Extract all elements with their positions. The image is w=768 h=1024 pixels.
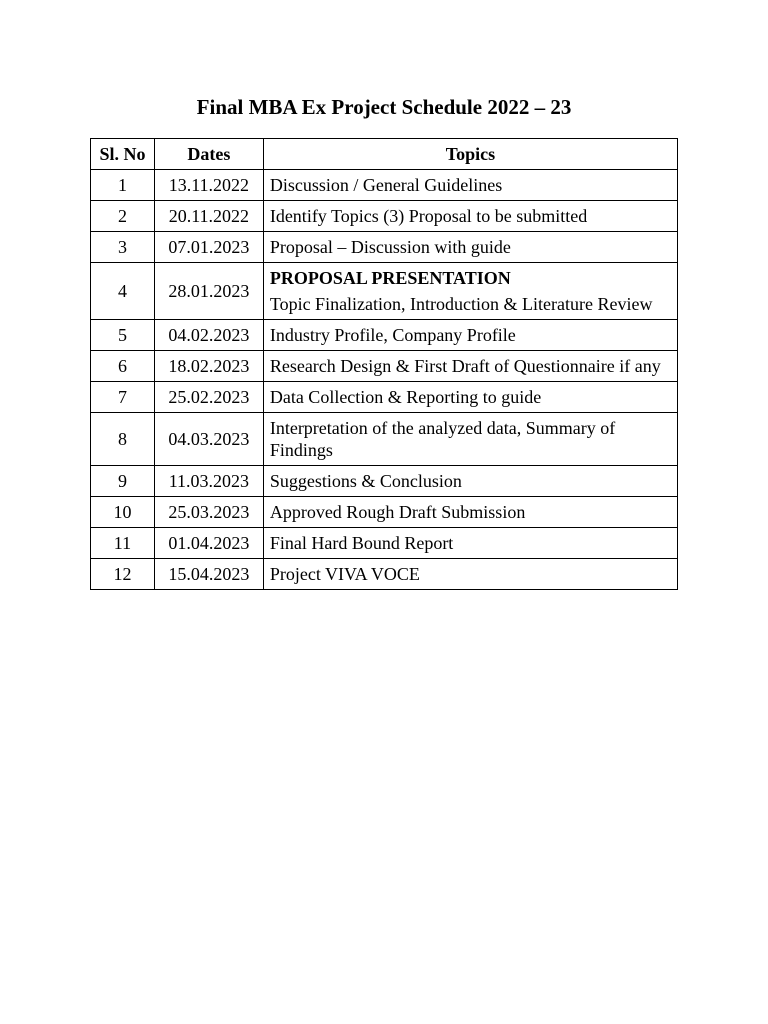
row-topic: Proposal – Discussion with guide [263,232,677,263]
row-number: 11 [91,528,155,559]
row-topic: Final Hard Bound Report [263,528,677,559]
row-topic-heading: PROPOSAL PRESENTATION [269,268,511,288]
table-row [91,528,678,559]
row-topic: Identify Topics (3) Proposal to be submitted [263,201,677,232]
row-date: 18.02.2023 [154,351,263,382]
schedule-table [90,138,678,590]
row-date: 20.11.2022 [154,201,263,232]
row-topic-cell [263,263,677,320]
table-row [91,351,678,382]
row-date: 11.03.2023 [154,466,263,497]
row-date: 01.04.2023 [154,528,263,559]
row-topic: Research Design & First Draft of Questionnaire if any [263,351,677,382]
row-number: 6 [91,351,155,382]
row-topic: Industry Profile, Company Profile [263,320,677,351]
row-date: 25.02.2023 [154,382,263,413]
row-topic: Topic Finalization, Introduction & Literature Review [269,294,653,314]
row-topic: Suggestions & Conclusion [263,466,677,497]
row-number: 5 [91,320,155,351]
table-row [91,232,678,263]
row-date: 04.02.2023 [154,320,263,351]
row-number: 1 [91,170,155,201]
page-title: Final MBA Ex Project Schedule 2022 – 23 [196,95,572,119]
row-number: 2 [91,201,155,232]
row-topic: Data Collection & Reporting to guide [263,382,677,413]
row-topic: Approved Rough Draft Submission [263,497,677,528]
row-topic: Interpretation of the analyzed data, Summary of Findings [263,413,677,466]
table-row [91,382,678,413]
row-date: 25.03.2023 [154,497,263,528]
table-row [91,263,678,320]
row-topic: Project VIVA VOCE [263,559,677,590]
table-row [91,413,678,466]
table-row [91,559,678,590]
row-number: 9 [91,466,155,497]
table-row [91,497,678,528]
row-number: 8 [91,413,155,466]
row-topic: Discussion / General Guidelines [263,170,677,201]
row-number: 12 [91,559,155,590]
header-dates: Dates [154,139,263,170]
row-number: 3 [91,232,155,263]
table-header-row [91,139,678,170]
row-date: 13.11.2022 [154,170,263,201]
header-topics: Topics [263,139,677,170]
row-number: 4 [91,263,155,320]
table-row [91,466,678,497]
row-date: 28.01.2023 [154,263,263,320]
row-date: 15.04.2023 [154,559,263,590]
table-row [91,170,678,201]
row-date: 04.03.2023 [154,413,263,466]
row-date: 07.01.2023 [154,232,263,263]
header-sl-no: Sl. No [91,139,155,170]
table-row [91,320,678,351]
table-row [91,201,678,232]
row-number: 7 [91,382,155,413]
row-number: 10 [91,497,155,528]
